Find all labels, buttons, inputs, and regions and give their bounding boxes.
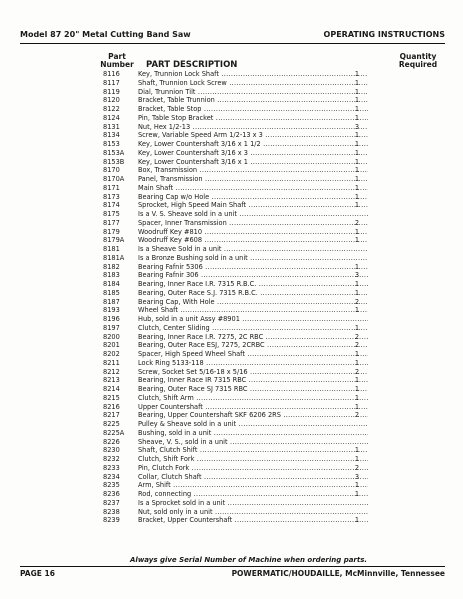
part-number: 8236 [103,490,120,498]
parts-row [0,368,463,377]
part-description: Spacer, Inner Transmission ..... [138,219,368,228]
part-description: Is a Bronze Bushing sold in a unit ..... [138,254,368,263]
part-description: Bearing Cap, With Hole ..... [138,298,368,307]
part-number: 8183 [103,271,120,280]
part-number: 8174 [103,201,120,210]
parts-row [0,131,463,140]
part-description: Nut, Hex 1/2-13 ..... [138,123,368,132]
part-description: Woodruff Key #810 ..... [138,228,368,237]
part-number: 8212 [103,367,120,376]
part-quantity: 1 [354,70,360,78]
part-number: 8175 [103,210,120,218]
part-number: 8185 [103,288,120,297]
parts-row [0,376,463,385]
parts-row [0,88,463,97]
part-description: Bearing, Inner Race I.R. 7275, 2C RBC ..... [138,333,368,342]
parts-row [0,166,463,175]
parts-row [0,201,463,210]
parts-row [0,464,463,473]
parts-row [0,105,463,114]
part-quantity: 1 [354,323,360,332]
description-column-header: PART DESCRIPTION [146,60,238,70]
part-number: 8216 [103,402,120,411]
part-number: 8182 [103,262,120,271]
parts-row [0,114,463,123]
part-quantity: 1 [354,113,360,122]
parts-row [0,499,463,508]
part-description: Bearing Fafnir 5306 ..... [138,263,368,272]
part-quantity: 3 [354,122,360,131]
part-number: 8193 [103,306,120,315]
document-title: Model 87 20" Metal Cutting Band Saw [20,30,191,39]
part-number: 8131 [103,122,120,131]
part-number: 8120 [103,96,120,105]
part-quantity: 1 [354,516,360,525]
parts-row [0,324,463,333]
parts-row [0,289,463,298]
part-quantity: 3 [354,472,360,481]
parts-row [0,411,463,420]
part-number: 8179 [103,227,120,236]
part-number: 8201 [103,341,120,350]
part-number: 8153A [103,148,125,157]
part-number: 8153B [103,157,125,166]
part-description: Wheel Shaft ..... [138,306,368,315]
parts-row [0,473,463,482]
part-number: 8173 [103,192,120,201]
part-quantity: 1 [354,78,360,87]
part-number: 8179A [103,236,125,245]
parts-row [0,236,463,245]
parts-row [0,228,463,237]
header-rule [20,43,445,44]
part-number: 8225 [103,420,120,428]
parts-row [0,219,463,228]
part-quantity: 2 [354,341,360,350]
part-number: 8225A [103,428,125,437]
part-quantity: 1 [354,402,360,411]
part-number: 8119 [103,87,120,96]
part-quantity: 1 [354,183,360,192]
parts-row [0,298,463,307]
part-description: Screw, Socket Set 5/16-18 x 5/16 ..... [138,368,368,377]
part-quantity: 1 [354,358,360,367]
part-description: Shaft, Trunnion Lock Screw ..... [138,79,368,88]
parts-row [0,490,463,499]
parts-row [0,254,463,263]
part-number: 8153 [103,140,120,148]
part-description: Pin, Clutch Fork ..... [138,464,368,473]
part-number: 8134 [103,131,120,140]
part-number: 8226 [103,437,120,446]
part-number: 8238 [103,507,120,516]
parts-row [0,350,463,359]
part-quantity: 1 [354,236,360,245]
part-number: 8234 [103,472,120,481]
part-description: Spacer, High Speed Wheel Shaft ..... [138,350,368,359]
part-description: Nut, sold only in a unit ..... [138,508,368,517]
parts-row [0,359,463,368]
part-description: Key, Lower Countershaft 3/16 x 1 1/2 ..... [138,140,368,149]
parts-row [0,429,463,438]
part-number: 8230 [103,446,120,455]
footer-rule [20,566,445,567]
company-name: POWERMATIC/HOUDAILLE, McMinnville, Tennessee [231,569,445,578]
part-quantity: 1 [354,455,360,463]
parts-row [0,306,463,315]
part-description: Clutch, Shift Fork ..... [138,455,368,464]
parts-row [0,315,463,324]
parts-row [0,438,463,447]
part-description: Clutch, Center Sliding ..... [138,324,368,333]
parts-row [0,175,463,184]
part-number: 8170 [103,166,120,175]
part-quantity: 1 [354,385,360,393]
part-description: Bearing, Inner Race I.R. 7315 R.B.C. ..... [138,280,368,289]
part-description: Bearing, Upper Countershaft SKF 6206 2RS ..... [138,411,368,420]
part-number: 8124 [103,113,120,122]
part-number: 8170A [103,175,125,183]
section-title: OPERATING INSTRUCTIONS [323,30,445,39]
part-quantity: 1 [354,175,360,183]
part-number: 8214 [103,385,120,393]
part-number: 8177 [103,218,120,227]
parts-row [0,70,463,79]
parts-row [0,123,463,132]
parts-row [0,420,463,429]
part-description: Shaft, Clutch Shift ..... [138,446,368,455]
parts-row [0,280,463,289]
part-description: Bearing, Inner Race IR 7315 RBC ..... [138,376,368,385]
part-number: 8200 [103,332,120,341]
part-number: 8217 [103,411,120,420]
part-description: Hub, sold in a unit Assy #8901 ..... [138,315,368,324]
part-number: 8232 [103,455,120,463]
part-number: 8117 [103,78,120,87]
parts-row [0,96,463,105]
part-quantity: 1 [354,105,360,113]
part-quantity: 2 [354,463,360,472]
part-quantity: 2 [354,297,360,306]
part-description: Bracket, Table Stop ..... [138,105,368,114]
part-description: Key, Lower Countershaft 3/16 x 3 ..... [138,149,368,158]
part-quantity: 1 [354,148,360,157]
part-description: Bearing Fafnir 306 ..... [138,271,368,280]
parts-row [0,271,463,280]
part-description: Bushing, sold in a unit ..... [138,429,368,438]
part-description: Box, Transmission ..... [138,166,368,175]
parts-row [0,394,463,403]
part-number: 8181 [103,245,120,253]
part-description: Is a Sprocket sold in a unit ..... [138,499,368,508]
page-header [20,30,445,42]
part-description: Bearing, Outer Race S.J. 7315 R.B.C. ..... [138,289,368,298]
part-quantity: 1 [354,376,360,385]
part-number: 8187 [103,297,120,306]
parts-row [0,446,463,455]
parts-row [0,79,463,88]
part-description: Bearing, Outer Race ESJ, 7275, 2CRBC ..... [138,341,368,350]
parts-row [0,245,463,254]
part-description: Bearing, Outer Race SJ 7315 RBC ..... [138,385,368,394]
part-quantity: 1 [354,288,360,297]
part-description: Screw, Variable Speed Arm 1/2-13 x 3 ..... [138,131,368,140]
part-description: Is a Sheave Sold in a unit ..... [138,245,368,254]
part-description: Clutch, Shift Arm ..... [138,394,368,403]
part-quantity: 1 [354,166,360,175]
parts-list [0,70,463,525]
part-number: 8202 [103,350,120,358]
parts-row [0,149,463,158]
parts-row [0,455,463,464]
parts-row [0,184,463,193]
part-description: Woodruff Key #608 ..... [138,236,368,245]
parts-row [0,516,463,525]
part-quantity: 3 [354,271,360,280]
part-quantity: 1 [354,490,360,498]
part-number: 8213 [103,376,120,385]
part-number: 8237 [103,498,120,507]
ordering-note: Always give Serial Number of Machine when ordering parts. [130,556,368,564]
parts-row [0,140,463,149]
part-number: 8181A [103,253,125,262]
part-description: Collar, Clutch Shaft ..... [138,473,368,482]
parts-row [0,333,463,342]
part-quantity: 1 [354,262,360,271]
parts-row [0,481,463,490]
part-description: Bracket, Table Trunnion ..... [138,96,368,105]
part-description: Lock Ring 5133-118 ..... [138,359,368,368]
part-number: 8116 [103,70,120,78]
part-quantity: 1 [354,446,360,455]
part-number: 8184 [103,280,120,288]
parts-row [0,508,463,517]
part-quantity: 2 [354,332,360,341]
part-quantity: 1 [354,131,360,140]
part-description: Key, Trunnion Lock Shaft ..... [138,70,368,79]
parts-row [0,403,463,412]
part-number: 8233 [103,463,120,472]
parts-row [0,210,463,219]
part-number: 8122 [103,105,120,113]
part-number: 8239 [103,516,120,525]
part-quantity: 1 [354,192,360,201]
part-number: 8211 [103,358,120,367]
part-description: Sprocket, High Speed Main Shaft ..... [138,201,368,210]
part-number: 8196 [103,315,120,323]
part-description: Key, Lower Countershaft 3/16 x 1 ..... [138,158,368,167]
part-quantity: 1 [354,157,360,166]
part-quantity: 1 [354,87,360,96]
part-number: 8171 [103,183,120,192]
parts-row [0,263,463,272]
part-description: Main Shaft ..... [138,184,368,193]
parts-row [0,193,463,202]
part-description: Rod, connecting ..... [138,490,368,499]
part-quantity: 1 [354,393,360,402]
part-quantity: 1 [354,481,360,490]
part-quantity: 1 [354,96,360,105]
part-description: Pin, Table Stop Bracket ..... [138,114,368,123]
part-number: 8197 [103,323,120,332]
page-number: PAGE 16 [20,569,55,578]
part-description: Arm, Shift ..... [138,481,368,490]
part-description: Dial, Trunnion Tilt ..... [138,88,368,97]
parts-row [0,341,463,350]
part-quantity: 1 [354,201,360,210]
part-quantity: 2 [354,411,360,420]
part-quantity: 2 [354,218,360,227]
part-number: 8215 [103,393,120,402]
part-quantity: 1 [354,306,360,315]
part-quantity: 1 [354,227,360,236]
part-quantity: 1 [354,140,360,148]
part-description: Bearing Cap w/o Hole ..... [138,193,368,202]
part-number-column-header: Part Number [100,52,134,69]
part-description: Panel, Transmission ..... [138,175,368,184]
part-description: Sheave, V. S., sold in a unit ..... [138,438,368,447]
part-quantity: 1 [354,280,360,288]
part-description: Bracket, Upper Countershaft ..... [138,516,368,525]
part-description: Pulley & Sheave sold in a unit ..... [138,420,368,429]
parts-row [0,158,463,167]
page-footer [20,569,445,581]
parts-row [0,385,463,394]
part-quantity: 1 [354,350,360,358]
part-description: Upper Countershaft ..... [138,403,368,412]
part-quantity: 2 [354,367,360,376]
quantity-column-header: Quantity Required [398,52,438,69]
part-description: Is a V. S. Sheave sold in a unit ..... [138,210,368,219]
part-number: 8235 [103,481,120,490]
